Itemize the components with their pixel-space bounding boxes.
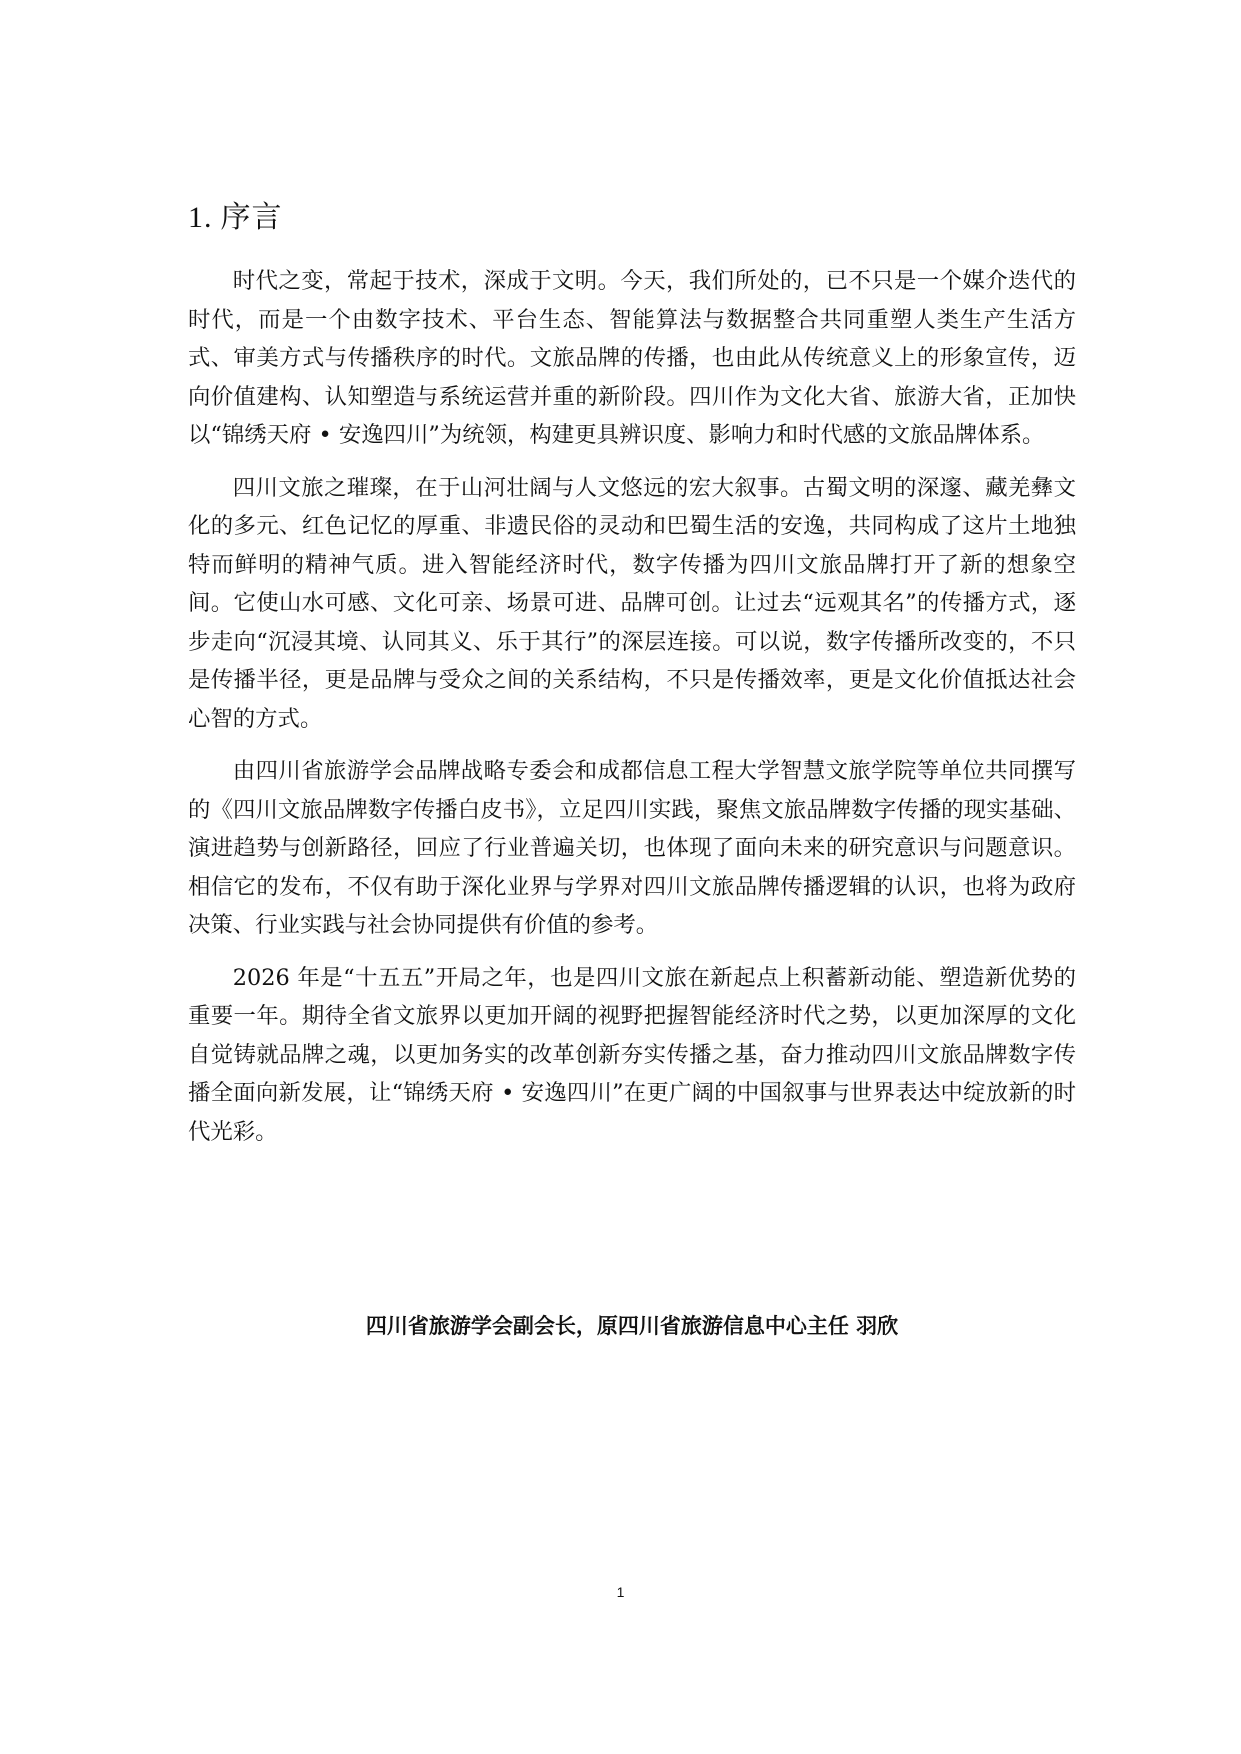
author-signature: 四川省旅游学会副会长，原四川省旅游信息中心主任 羽欣 — [365, 1314, 899, 1338]
paragraph-4: 2026 年是“十五五”开局之年，也是四川文旅在新起点上积蓄新动能、塑造新优势的重要一年。期待全省文旅界以更加开阔的视野把握智能经济时代之势，以更加深厚的文化自觉铸就品牌之魂，以更加务实的改革创新夯实传播之基，奋力推动四川文旅品牌数字传播全面向新发展，让“锦绣天府 • 安逸四川”在更广阔的中国叙事与世界表达中绽放新的时代光彩。 — [188, 964, 1076, 1145]
paragraph-1: 时代之变，常起于技术，深成于文明。今天，我们所处的，已不只是一个媒介迭代的时代，而是一个由数字技术、平台生态、智能算法与数据整合共同重塑人类生产生活方式、审美方式与传播秩序的时代。文旅品牌的传播，也由此从传统意义上的形象宣传，迈向价值建构、认知塑造与系统运营并重的新阶段。四川作为文化大省、旅游大省，正加快以“锦绣天府 • 安逸四川”为统领，构建更具辨识度、影响力和时代感的文旅品牌体系。 — [188, 268, 1076, 448]
section-title: 序言 — [220, 200, 283, 235]
paragraph-2: 四川文旅之璀璨，在于山河壮阔与人文悠远的宏大叙事。古蜀文明的深邃、藏羌彝文化的多元、红色记忆的厚重、非遗民俗的灵动和巴蜀生活的安逸，共同构成了这片土地独特而鲜明的精神气质。进入智能经济时代，数字传播为四川文旅品牌打开了新的想象空间。它使山水可感、文化可亲、场景可进、品牌可创。让过去“远观其名”的传播方式，逐步走向“沉浸其境、认同其义、乐于其行”的深层连接。可以说，数字传播所改变的，不只是传播半径，更是品牌与受众之间的关系结构，不只是传播效率，更是文化价值抵达社会心智的方式。 — [188, 474, 1076, 732]
preface-body — [188, 262, 1076, 1165]
section-number: 1. — [188, 201, 213, 234]
page-number: 1 — [616, 1584, 625, 1600]
section-heading — [188, 194, 283, 242]
paragraph-3: 由四川省旅游学会品牌战略专委会和成都信息工程大学智慧文旅学院等单位共同撰写的《四川文旅品牌数字传播白皮书》，立足四川实践，聚焦文旅品牌数字传播的现实基础、演进趋势与创新路径，回应了行业普遍关切，也体现了面向未来的研究意识与问题意识。相信它的发布，不仅有助于深化业界与学界对四川文旅品牌传播逻辑的认识，也将为政府决策、行业实践与社会协同提供有价值的参考。 — [188, 758, 1076, 938]
